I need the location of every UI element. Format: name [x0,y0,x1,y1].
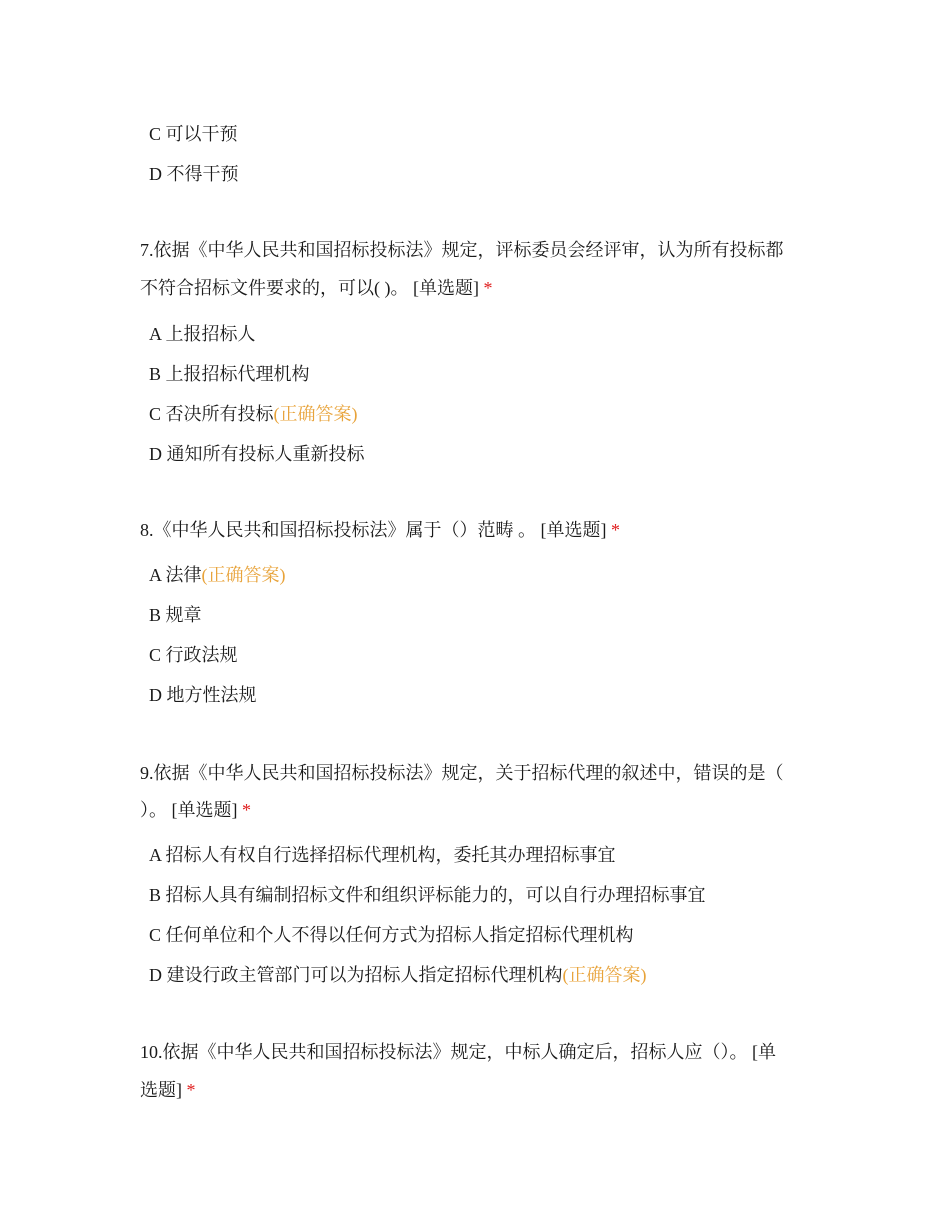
option-letter: A [149,845,162,865]
option-text: 地方性法规 [166,685,257,705]
option-c-prev [149,122,238,146]
question-text: 不符合招标文件要求的，可以( )。 [单选题] [140,278,479,298]
option-letter: A [149,565,162,585]
option-text: 不得干预 [166,164,239,184]
option-letter: C [149,925,162,945]
option-text: 招标人有权自行选择招标代理机构，委托其办理招标事宜 [165,845,616,865]
question-7-line-2 [140,276,492,300]
question-9-line-1 [140,761,784,785]
option-text: 通知所有投标人重新投标 [166,444,365,464]
option-letter: D [149,444,162,464]
option-letter: A [149,324,162,344]
required-mark: * [186,1080,196,1100]
question-9-option-d [149,963,647,987]
question-8-line-1 [140,518,620,542]
question-8-option-d [149,683,257,707]
option-text: 规章 [165,605,202,625]
option-letter: C [149,404,162,424]
option-letter: D [149,965,162,985]
option-letter: D [149,685,162,705]
option-letter: B [149,364,162,384]
correct-answer-label: (正确答案) [562,965,647,985]
question-text: 依据《中华人民共和国招标投标法》规定，中标人确定后，招标人应（）。 [单 [162,1042,776,1062]
question-text: 选题] [140,1080,182,1100]
question-text: 依据《中华人民共和国招标投标法》规定，评标委员会经评审，认为所有投标都 [153,240,784,260]
question-text: ）。 [单选题] [140,800,238,820]
question-8-option-c [149,643,238,667]
question-8-option-b [149,603,202,627]
option-text: 建设行政主管部门可以为招标人指定招标代理机构 [166,965,563,985]
option-text: 任何单位和个人不得以任何方式为招标人指定招标代理机构 [165,925,634,945]
question-7-option-d [149,442,365,466]
question-7-option-c [149,402,358,426]
required-mark: * [611,520,620,540]
required-mark: * [242,800,251,820]
question-number: 7. [140,240,154,260]
option-text: 上报招标人 [165,324,256,344]
question-text: 《中华人民共和国招标投标法》属于（）范畴 。 [单选题] [153,520,607,540]
option-letter: B [149,605,162,625]
question-9-line-2 [140,798,251,822]
required-mark: * [483,278,493,298]
question-10-line-1 [140,1040,776,1064]
option-letter: C [149,645,162,665]
question-number: 8. [140,520,154,540]
option-letter: C [149,124,162,144]
option-text: 法律 [165,565,202,585]
question-9-option-c [149,923,634,947]
option-text: 上报招标代理机构 [165,364,310,384]
correct-answer-label: (正确答案) [201,565,286,585]
question-7-line-1 [140,238,784,262]
question-9-option-a [149,843,616,867]
option-text: 招标人具有编制招标文件和组织评标能力的，可以自行办理招标事宜 [165,885,706,905]
correct-answer-label: (正确答案) [273,404,358,424]
option-text: 行政法规 [165,645,238,665]
question-9-option-b [149,883,706,907]
question-7-option-b [149,362,310,386]
option-letter: D [149,164,162,184]
option-letter: B [149,885,162,905]
question-10-line-2 [140,1078,196,1102]
option-d-prev [149,162,239,186]
question-number: 10. [140,1042,163,1062]
option-text: 可以干预 [165,124,238,144]
question-number: 9. [140,763,154,783]
question-7-option-a [149,322,256,346]
question-text: 依据《中华人民共和国招标投标法》规定，关于招标代理的叙述中，错误的是（ [153,763,784,783]
option-text: 否决所有投标 [165,404,274,424]
question-8-option-a [149,563,286,587]
